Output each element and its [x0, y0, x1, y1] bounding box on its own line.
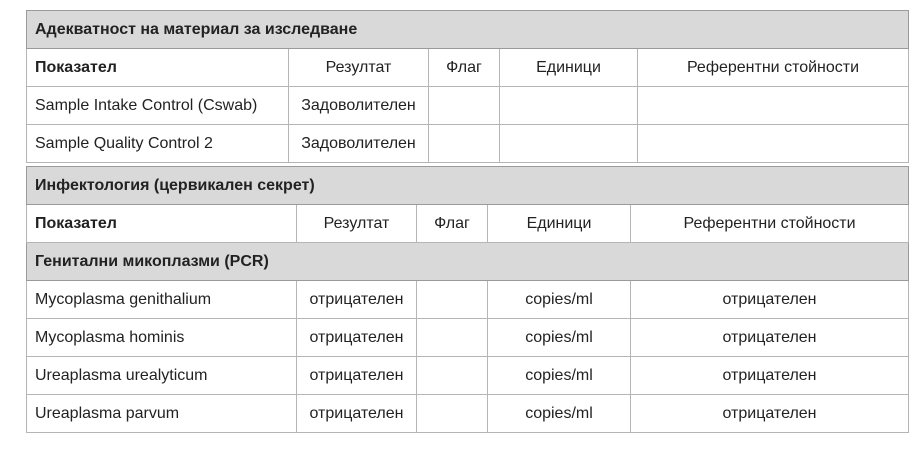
column-header-row: [27, 49, 909, 87]
section-title: Адекватност на материал за изследване: [27, 11, 909, 49]
row-name: Mycoplasma hominis: [27, 319, 297, 357]
row-result: отрицателен: [297, 357, 417, 395]
section-header-adequacy: [27, 11, 909, 49]
infectology-table: [26, 166, 909, 433]
row-reference: [638, 125, 909, 163]
row-flag: [417, 357, 488, 395]
header-result: Резултат: [289, 49, 429, 87]
section-header-infectology: [27, 167, 909, 205]
header-reference: Референтни стойности: [638, 49, 909, 87]
row-flag: [417, 395, 488, 433]
row-units: copies/ml: [488, 395, 631, 433]
table-row: [27, 87, 909, 125]
row-flag: [429, 125, 500, 163]
subsection-title: Генитални микоплазми (PCR): [27, 243, 909, 281]
row-result: отрицателен: [297, 395, 417, 433]
table-row: [27, 357, 909, 395]
row-name: Sample Intake Control (Cswab): [27, 87, 289, 125]
table-row: [27, 125, 909, 163]
subsection-header-mycoplasma: [27, 243, 909, 281]
row-name: Sample Quality Control 2: [27, 125, 289, 163]
row-flag: [429, 87, 500, 125]
table-row: [27, 319, 909, 357]
header-units: Единици: [500, 49, 638, 87]
row-result: Задоволителен: [289, 125, 429, 163]
row-units: [500, 87, 638, 125]
row-reference: отрицателен: [631, 395, 909, 433]
adequacy-table: [26, 10, 909, 163]
row-reference: отрицателен: [631, 357, 909, 395]
header-result: Резултат: [297, 205, 417, 243]
header-flag: Флаг: [429, 49, 500, 87]
header-flag: Флаг: [417, 205, 488, 243]
row-name: Mycoplasma genithalium: [27, 281, 297, 319]
row-reference: отрицателен: [631, 319, 909, 357]
row-units: copies/ml: [488, 281, 631, 319]
header-reference: Референтни стойности: [631, 205, 909, 243]
row-reference: [638, 87, 909, 125]
header-indicator: Показател: [27, 205, 297, 243]
row-name: Ureaplasma urealyticum: [27, 357, 297, 395]
row-flag: [417, 319, 488, 357]
row-result: отрицателен: [297, 281, 417, 319]
row-units: copies/ml: [488, 357, 631, 395]
header-indicator: Показател: [27, 49, 289, 87]
header-units: Единици: [488, 205, 631, 243]
row-units: copies/ml: [488, 319, 631, 357]
row-units: [500, 125, 638, 163]
row-name: Ureaplasma parvum: [27, 395, 297, 433]
row-reference: отрицателен: [631, 281, 909, 319]
table-row: [27, 281, 909, 319]
row-flag: [417, 281, 488, 319]
section-title: Инфектология (цервикален секрет): [27, 167, 909, 205]
row-result: Задоволителен: [289, 87, 429, 125]
row-result: отрицателен: [297, 319, 417, 357]
table-row: [27, 395, 909, 433]
column-header-row: [27, 205, 909, 243]
